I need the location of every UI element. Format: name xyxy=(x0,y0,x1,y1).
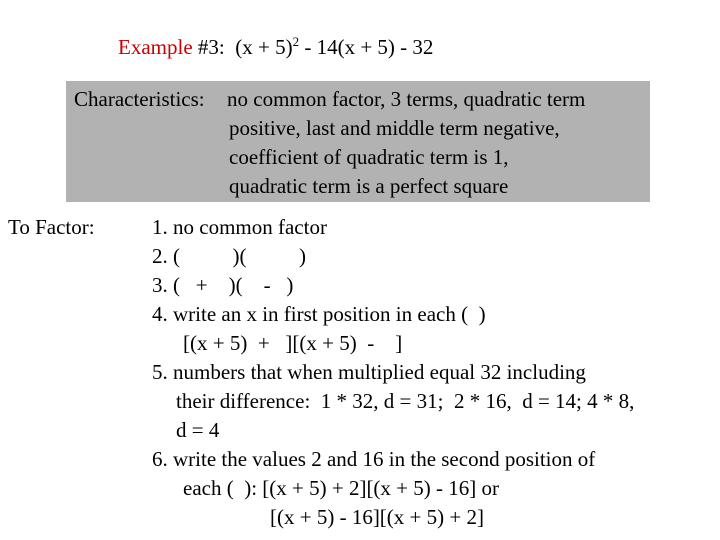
example-title xyxy=(118,34,434,59)
characteristics-line-4: quadratic term is a perfect square xyxy=(229,174,509,198)
characteristics-line-2: positive, last and middle term negative, xyxy=(229,116,560,140)
characteristics-line-1: no common factor, 3 terms, quadratic term xyxy=(227,87,586,111)
factor-step-3: 3. ( + )( - ) xyxy=(152,273,294,297)
example-expression-part2: - 14(x + 5) - 32 xyxy=(299,35,434,59)
to-factor-label: To Factor: xyxy=(8,215,95,239)
factor-step-6-answer-1: each ( ): [(x + 5) + 2][(x + 5) - 16] or xyxy=(183,476,499,500)
factor-step-5-continued: their difference: 1 * 32, d = 31; 2 * 16, d = 14; 4 * 8, xyxy=(176,389,635,413)
characteristics-box xyxy=(66,81,650,202)
example-number: #3: xyxy=(192,35,225,59)
factor-step-5: 5. numbers that when multiplied equal 32 including xyxy=(152,360,586,384)
example-exponent: 2 xyxy=(292,34,300,49)
factor-step-4: 4. write an x in first position in each ( ) xyxy=(152,302,486,326)
example-expression-part1: (x + 5) xyxy=(224,35,293,59)
factor-step-1: 1. no common factor xyxy=(152,215,327,239)
factor-step-6-answer-2: [(x + 5) - 16][(x + 5) + 2] xyxy=(270,505,484,529)
factor-step-5-end: d = 4 xyxy=(176,418,220,442)
factor-step-6: 6. write the values 2 and 16 in the second position of xyxy=(152,447,596,471)
example-label: Example xyxy=(118,35,193,59)
factor-step-4-expression: [(x + 5) + ][(x + 5) - ] xyxy=(183,331,403,355)
factor-step-2: 2. ( )( ) xyxy=(152,244,306,268)
characteristics-line-3: coefficient of quadratic term is 1, xyxy=(229,145,509,169)
characteristics-label: Characteristics: xyxy=(74,87,205,111)
